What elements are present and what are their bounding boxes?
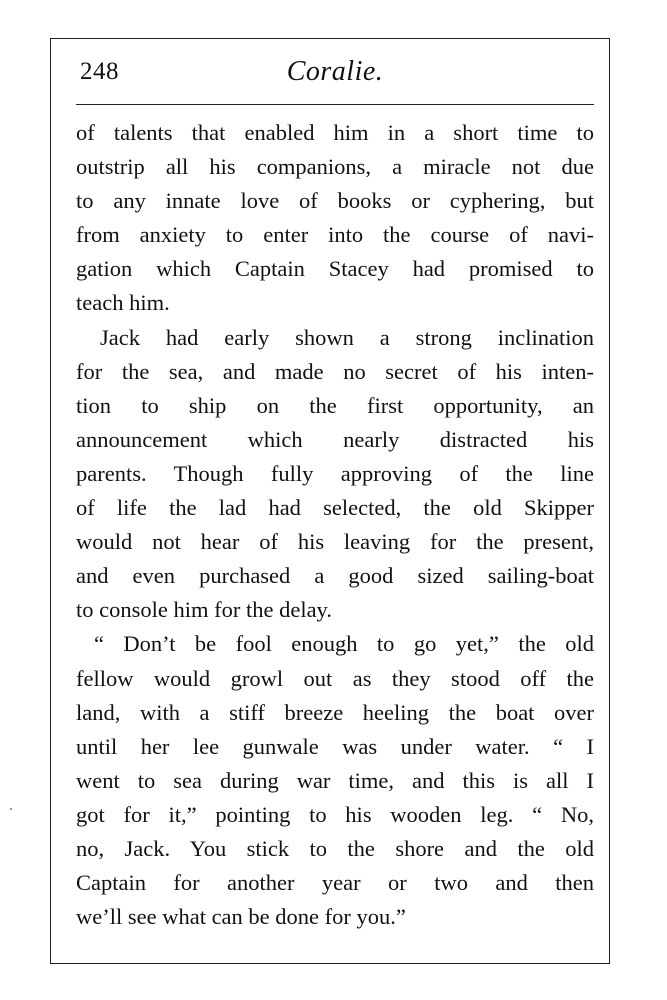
text-line: “ Don’t be fool enough to go yet,” the old: [94, 631, 594, 657]
text-line: would not hear of his leaving for the present,: [76, 529, 594, 555]
text-line: of talents that enabled him in a short time to: [76, 120, 594, 145]
running-head: [76, 54, 594, 98]
text-line: parents. Though fully approving of the line: [76, 460, 594, 486]
text-line: to console him for the delay.: [76, 597, 332, 623]
text-line: got for it,” pointing to his wooden leg. “ No,: [76, 801, 594, 827]
text-line: land, with a stiff breeze heeling the boat over: [76, 699, 594, 725]
text-line: to any innate love of books or cyphering, but: [76, 188, 594, 214]
text-line: went to sea during war time, and this is all I: [76, 767, 594, 793]
text-line: announcement which nearly distracted his: [76, 426, 594, 452]
text-line: gation which Captain Stacey had promised to: [76, 256, 594, 282]
page-number: 248: [80, 58, 119, 85]
text-line: teach him.: [76, 290, 170, 316]
scan-speck: [10, 808, 12, 810]
text-line: we’ll see what can be done for you.”: [76, 904, 406, 930]
text-line: for the sea, and made no secret of his inten-: [76, 358, 594, 384]
header-rule: [76, 104, 594, 105]
running-title: Coralie.: [286, 56, 384, 87]
text-line: Jack had early shown a strong inclination: [100, 324, 594, 350]
text-line: tion to ship on the first opportunity, an: [76, 392, 594, 418]
text-line: Captain for another year or two and then: [76, 870, 594, 896]
text-line: and even purchased a good sized sailing-boat: [76, 563, 594, 589]
text-line: until her lee gunwale was under water. “ I: [76, 733, 594, 759]
text-line: no, Jack. You stick to the shore and the old: [76, 835, 594, 861]
text-line: outstrip all his companions, a miracle not due: [76, 154, 594, 180]
text-line: of life the lad had selected, the old Skipper: [76, 495, 594, 521]
text-line: fellow would growl out as they stood off the: [76, 665, 594, 691]
body-text: [76, 116, 594, 934]
text-line: from anxiety to enter into the course of navi-: [76, 222, 594, 248]
